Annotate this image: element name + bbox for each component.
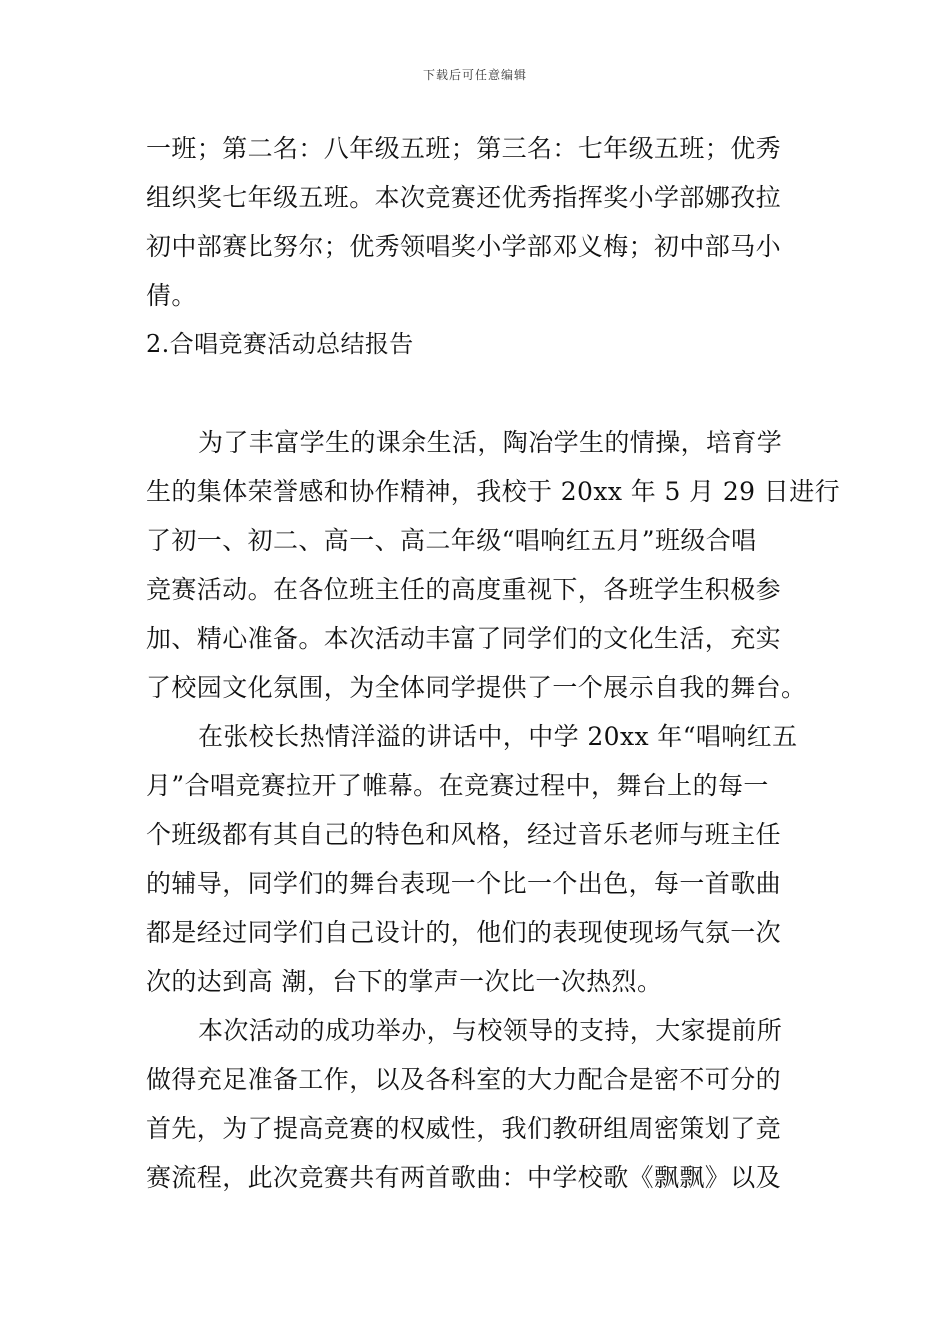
document-body — [146, 124, 841, 1202]
text-line: 生的集体荣誉感和协作精神，我校于 20xx 年 5 月 29 日进行 — [146, 477, 841, 506]
text-line: 倩。 — [146, 281, 197, 310]
text-line: 个班级都有其自己的特色和风格，经过音乐老师与班主任 — [146, 820, 782, 849]
text-line: 了初一、初二、高一、高二年级“唱响红五月”班级合唱 — [146, 526, 757, 555]
text-line: 月”合唱竞赛拉开了帷幕。在竞赛过程中，舞台上的每一 — [146, 771, 769, 800]
paragraph-first-line: 在张校长热情洋溢的讲话中，中学 20xx 年“唱响红五 — [198, 722, 798, 751]
text-line: 竞赛活动。在各位班主任的高度重视下，各班学生积极参 — [146, 575, 782, 604]
text-line: 做得充足准备工作，以及各科室的大力配合是密不可分的 — [146, 1065, 782, 1094]
text-line: 首先，为了提高竞赛的权威性，我们教研组周密策划了竞 — [146, 1114, 782, 1143]
paragraph-first-line: 为了丰富学生的课余生活，陶冶学生的情操，培育学 — [198, 428, 783, 457]
text-line: 赛流程，此次竞赛共有两首歌曲：中学校歌《飘飘》以及 — [146, 1163, 782, 1192]
page-header: 下载后可任意编辑 — [422, 68, 527, 82]
text-line: 了校园文化氛围，为全体同学提供了一个展示自我的舞台。 — [146, 673, 807, 702]
text-line: 的辅导，同学们的舞台表现一个比一个出色，每一首歌曲 — [146, 869, 782, 898]
text-line: 次的达到高 潮，台下的掌声一次比一次热烈。 — [146, 967, 663, 996]
section-heading: 2.合唱竞赛活动总结报告 — [146, 330, 414, 358]
text-line: 都是经过同学们自己设计的，他们的表现使现场气氛一次 — [146, 918, 782, 947]
text-line: 一班；第二名：八年级五班；第三名：七年级五班；优秀 — [146, 134, 782, 163]
paragraph-first-line: 本次活动的成功举办，与校领导的支持，大家提前所 — [198, 1016, 783, 1045]
blank-line — [146, 369, 808, 418]
text-line: 组织奖七年级五班。本次竞赛还优秀指挥奖小学部娜孜拉 — [146, 183, 782, 212]
text-line: 加、精心准备。本次活动丰富了同学们的文化生活，充实 — [146, 624, 782, 653]
text-line: 初中部赛比努尔；优秀领唱奖小学部邓义梅；初中部马小 — [146, 232, 782, 261]
